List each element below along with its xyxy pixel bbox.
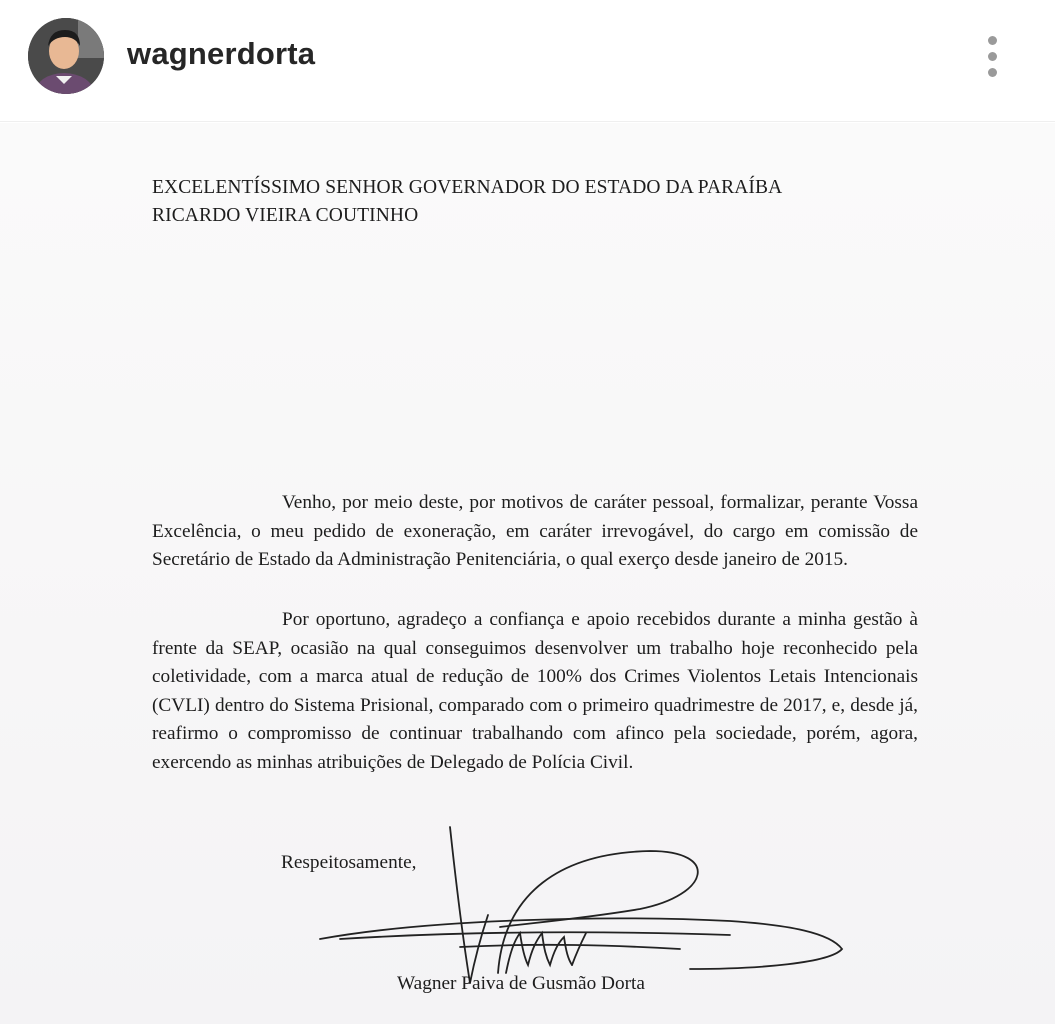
paragraph-2	[152, 606, 918, 778]
more-vertical-icon	[988, 52, 997, 61]
post-header	[0, 0, 1055, 122]
paragraph-2-text: Por oportuno, agradeço a confiança e apoio recebidos durante a minha gestão à frente da SEAP, ocasião na qual conseguimos desenvolver um trabalho hoje reconhecido pela coletividade, com a marca atual de redução de 100% dos Crimes Violentos Letais Intencionais (CVLI) dentro do Sistema Prisional, comparado com o primeiro quadrimestre de 2017, e, desde já, reafirmo o compromisso de continuar trabalhando com afinco pela sociedade, porém, agora, exercendo as minhas atribuições de Delegado de Polícia Civil.	[152, 609, 918, 773]
paragraph-1	[152, 489, 918, 575]
document-page	[0, 123, 1055, 1024]
paragraph-1-text: Venho, por meio deste, por motivos de caráter pessoal, formalizar, perante Vossa Excelência, o meu pedido de exoneração, em caráter irrevogável, do cargo em comissão de Secretário de Estado da Administração Penitenciária, o qual exerço desde janeiro de 2015.	[152, 492, 918, 571]
more-vertical-icon	[988, 36, 997, 45]
avatar[interactable]	[28, 18, 104, 94]
signature	[310, 823, 850, 993]
signer-name: Wagner Paiva de Gusmão Dorta	[397, 973, 645, 994]
more-vertical-icon	[988, 68, 997, 77]
more-options-button[interactable]	[976, 32, 1010, 82]
address-line-2: RICARDO VIEIRA COUTINHO	[152, 205, 419, 226]
closing: Respeitosamente,	[281, 852, 417, 873]
address-line-1: EXCELENTÍSSIMO SENHOR GOVERNADOR DO ESTADO DA PARAÍBA	[152, 177, 783, 198]
username[interactable]: wagnerdorta	[127, 36, 316, 71]
